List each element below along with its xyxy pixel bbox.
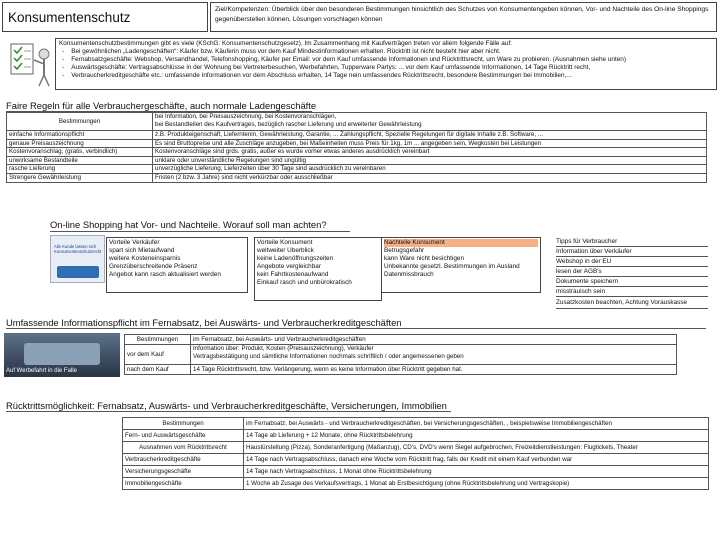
list-header: Vorteile Konsument (257, 239, 313, 246)
row-label: einfache Informationspflicht (7, 131, 153, 140)
section-heading-fernabsatz: Umfassende Informationspflicht im Fernabsatz, bei Auswärts- und Verbraucherkreditgeschäften (6, 317, 402, 328)
list-item: weltweiter Überblick (257, 247, 314, 254)
bus-shape (24, 343, 100, 365)
row-text: 14 Tage nach Vertragsabschluss, danach eine Woche vom Rücktritt frag, falls der Kredit mit einem Kauf verbunden war (244, 454, 709, 466)
list-item: weitere Kosteneinsparnis (109, 255, 181, 262)
list-header: Vorteile Verkäufer (109, 239, 160, 246)
row-text: unklare oder unverständliche Regelungen sind ungültig (153, 156, 707, 165)
row-text: Kostenvoranschläge sind grds. gratis, außer es wurde vorher etwas anderes ausdrücklich vereinbart (153, 148, 707, 157)
row-text: z.B. Produkteigenschaft, Lieferntenin, Gewährleistung, Garantie, ... Zahlungspflicht, Spezielle Regelungen für digitale Inhalte z.B. Software, ... (153, 131, 707, 140)
intro-bullet: - Auswärtsgeschäfte: Vertragsabschlüsse in der Wohnung bei Vertreterbesuchen, Werbefahrten, Tupperware Partys: ... vor dem Kauf umfassende Informationen, 14 Tage Rücktritt recht, (62, 64, 591, 71)
online-shopping-image (50, 235, 105, 283)
list-item: lesen der AGB's (556, 267, 708, 277)
row-text: 1 Woche ab Zusage des Verkaufsvertrags, 1 Monat ab Erstbesichtigung (ohne Rücktrittsbelehrung und Vertragskopie) (244, 478, 709, 490)
row-text: Information über: Produkt, Kosten (Preisauszeichnung), Verkäufer Vertragsbestätigung und sämtliche Informationen nochmals schriftlich / oder angemessenen geben (191, 345, 677, 365)
vorteile-verkaeufer-box (106, 237, 248, 293)
table-row (7, 165, 707, 174)
section-heading-online: On-line Shopping hat Vor- und Nachteile. Worauf soll man achten? (50, 219, 327, 230)
list-item: Grenzüberschreitende Präsenz (109, 263, 198, 270)
intro-bullet: - Bei gewöhnlichen „Ladengeschäften“: Käufer bzw. Käuferin muss vor dem Kauf Mindestinformationen erhalten. Rücktritt ist nicht besteht hier aber nicht. (62, 48, 501, 55)
image-caption: Auf Werbefahrt in die Falle (6, 368, 77, 374)
intro-bullet: - Fernabsatzgeschäfte: Webshop, Versandhandel, Telefonshopping, Käufer per Email: vor dem Kauf umfassende Informationen und Rücktrittsrecht, um Ware zu probieren. (Ausnahmen siehe unten) (62, 56, 626, 63)
row-label: Versicherungsgeschäfte (123, 466, 244, 478)
table-header-text: im Fernabsatz, bei Auswärts - und Verbraucherkreditgeschäften, bei Versicherungsgeschäften, , beispielsweise Immobiliengeschäften (244, 418, 709, 430)
image-badge (57, 266, 99, 278)
list-item: Betrugsgefahr (384, 247, 425, 254)
list-item: Angebote vergleichbar (257, 263, 321, 270)
section-underline (50, 231, 350, 232)
table-row (123, 442, 709, 454)
table-row (7, 173, 707, 182)
checklist-person-illustration (8, 40, 54, 88)
list-item: Zusatzkosten beachten, Achtung Vorauskasse (556, 297, 708, 309)
list-item: Information über Verkäufer (556, 247, 708, 257)
werbefahrt-image (4, 333, 120, 377)
row-label: rasche Lieferung (7, 165, 153, 174)
list-item: kann Ware nicht besichtigen (384, 255, 465, 262)
row-label: Strengere Gewährleistung (7, 173, 153, 182)
row-label: vor dem Kauf (125, 345, 191, 365)
row-text: 14 Tage Rücktrittsrecht, bzw. Verlängerung, wenn es keine Information über Rücktritt gegeben hat. (191, 365, 677, 375)
table-row (123, 430, 709, 442)
list-item: misstrauisch sein (556, 287, 708, 297)
table-row (7, 156, 707, 165)
tipps-verbraucher-box (556, 237, 708, 313)
table-row (125, 365, 677, 375)
row-text: 14 Tage ab Lieferung + 12 Monate, ohne Rücktrittsbelehrung (244, 430, 709, 442)
list-item: Datenmissbrauch (384, 271, 434, 278)
intro-bullet: - Verbraucherkreditgeschäfte etc.: umfassende Informationen vor dem Abschluss erhalten, 14 Tage nein umfassendes Rücktrittsrecht, besondere Bestimmungen bei Immobilien,... (62, 72, 572, 79)
table-header-row (7, 113, 707, 131)
list-item: keine Ladenöffnungszeiten (257, 255, 334, 262)
title-box (2, 2, 208, 32)
list-header: Tipps für Verbraucher (556, 237, 708, 247)
intro-lead: Konsumentenschutzbestimmungen gibt es viele (KSchG: Konsumentenschutzgesetz). Im Zusammenhang mit Kaufverträgen treten vor allem folgende Fälle auf: (59, 40, 512, 47)
list-item: Angebot kann rasch aktualisiert werden (109, 271, 221, 278)
row-text: Es sind Bruttopreise und alle Zuschläge anzugeben, bei Maßeinheiten muss Preis für 1kg, 1m ... angegeben sein, Wegkosten bei Leistungen (153, 139, 707, 148)
section-heading-fair: Faire Regeln für alle Verbrauchergeschäfte, auch normale Ladengeschäfte (6, 100, 317, 111)
section-heading-ruecktritt: Rücktrittsmöglichkeit: Fernabsatz, Auswärts- und Verbraucherkreditgeschäfte, Versicherungen, Immobilien (6, 400, 447, 411)
table-header-row (125, 335, 677, 345)
goal-text: Ziel/Kompetenzen: Überblick über den besonderen Bestimmungen hinsichtlich des Schutzes von Konsumentengeben können, Vor- und Nachteile des On-line Shoppings gegenüberstellen können, Lösungen vorschlagen können (215, 6, 709, 23)
nachteile-konsument-box (381, 237, 541, 293)
section-underline (6, 328, 706, 329)
list-item: Einkauf rasch und unbürokratisch (257, 279, 352, 286)
image-caption: Alle Kunde lassen sich Konsumentenschutzrecht (54, 244, 102, 254)
row-text: unverzügliche Lieferung, Lieferzeiten über 30 Tage sind ausdrücklich zu vereinbaren (153, 165, 707, 174)
table-header-label: Bestimmungen (123, 418, 244, 430)
list-item: spart sich Mietaufwand (109, 247, 175, 254)
list-header: Nachteile Konsument (384, 239, 538, 247)
list-item: Webshop in der EU (556, 257, 708, 267)
table-row (7, 148, 707, 157)
section-underline (6, 411, 451, 412)
fair-rules-table (6, 112, 707, 183)
list-item: kein Fahrtkostenaufwand (257, 271, 329, 278)
table-row (123, 478, 709, 490)
vorteile-konsument-box (254, 237, 382, 301)
table-header-row (123, 418, 709, 430)
row-label: genaue Preisauszeichnung (7, 139, 153, 148)
intro-box (55, 38, 717, 90)
table-header-text: bei Information, bei Preisauszeichnung, bei Kostenvoranschlägen, bei Bestandteilen des Kaufvertrages, bezüglich rascher Lieferung und erweiterter Gewährleistung (153, 113, 707, 131)
row-label: Verbraucherkreditgeschäfte (123, 454, 244, 466)
table-row (7, 139, 707, 148)
table-row (123, 466, 709, 478)
table-row (125, 345, 677, 365)
table-header-label: Bestimmungen (125, 335, 191, 345)
table-row (7, 131, 707, 140)
row-text: Haustürstellung (Pizza), Sonderanfertigung (Maßanzug), CD's, DVD's wenn Siegel aufgebrochen, Freizeitdienstleistungen: Flugtickets, Theater (244, 442, 709, 454)
table-row (123, 454, 709, 466)
row-label: Ausnahmen vom Rücktrittsrecht (123, 442, 244, 454)
list-item: Dokumente speichern (556, 277, 708, 287)
table-header-text: im Fernabsatz, bei Auswärts- und Verbraucherkreditgeschäften (191, 335, 677, 345)
fernabsatz-table (124, 334, 677, 375)
list-item: Unbekannte gesetzl. Bestimmungen im Ausland (384, 263, 520, 270)
row-label: Kostenvoranschlag, (gratis, verbindlich) (7, 148, 153, 157)
page-title: Konsumentenschutz (8, 10, 131, 25)
table-header-label: Bestimmungen (7, 113, 153, 131)
row-label: nach dem Kauf (125, 365, 191, 375)
row-text: Fristen (2 bzw. 3 Jahre) sind nicht verkürzbar oder ausschließbar (153, 173, 707, 182)
row-label: Immobiliengeschäfte (123, 478, 244, 490)
goal-box (210, 2, 717, 32)
row-label: unwirksame Bestandteile (7, 156, 153, 165)
row-label: Fern- und Auswärtsgeschäfte (123, 430, 244, 442)
ruecktritt-table (122, 417, 709, 490)
row-text: 14 Tage nach Vertragsabschluss, 1 Monat ohne Rücktrittsbelehrung (244, 466, 709, 478)
